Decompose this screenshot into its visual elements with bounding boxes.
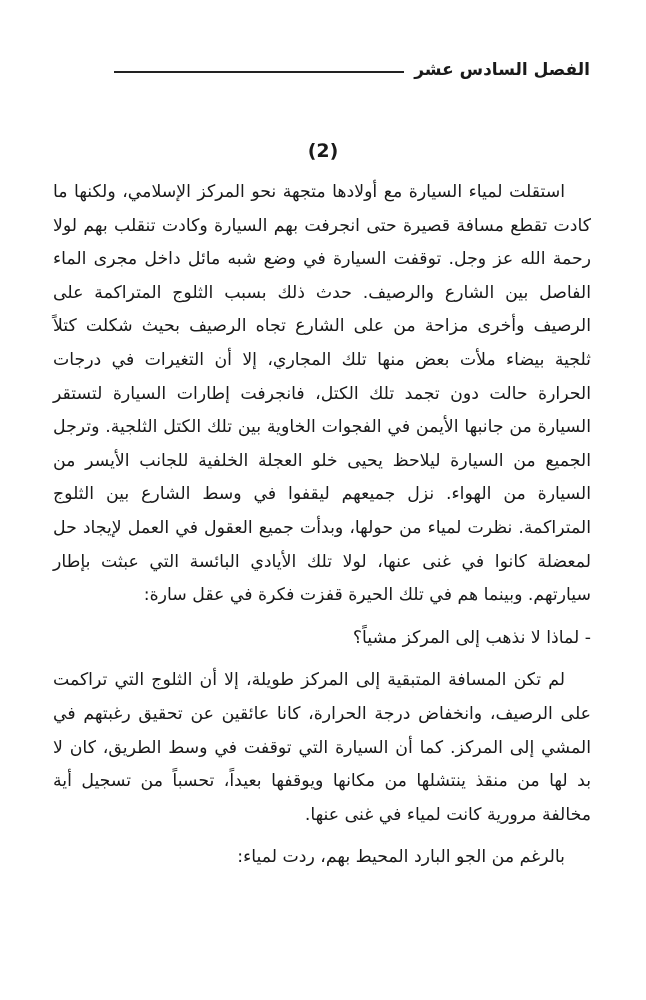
- chapter-title: الفصل السادس عشر: [414, 60, 590, 80]
- paragraph-3: بالرغم من الجو البارد المحيط بهم، ردت لمياء:: [237, 847, 565, 868]
- paragraph-1: استقلت لمياء السيارة مع أولادها متجهة نحو المركز الإسلامي، ولكنها ما كادت تقطع مسافة قصيرة حتى انجرفت بهم السيارة وكادت تنقلب بهم لولا رحمة الله عز وجل. توقفت السيارة في وضع شبه مائل داخل مجرى الماء الفاصل بين الشارع والرصيف. حدث ذلك بسبب الثلوج المتراكمة على الرصيف وأخرى مزاحة من على الشارع تجاه الرصيف بحيث شكلت كتلاً ثلجية بيضاء ملأت بعض منها تلك المجاري، إلا أن التغيرات في درجات الحرارة حالت دون تجمد تلك الكتل، فانجرفت إطارات السيارة لتستقر السيارة من جانبها الأيمن في الفجوات الخاوية بين تلك الكتل الثلجية. وترجل الجميع من السيارة ليلاحظ يحيى خلو العجلة الخلفية للجانب الأيسر من السيارة من الهواء. نزل جميعهم ليقفوا في وسط الشارع بين الثلوج المتراكمة. نظرت لمياء من حولها، وبدأت جميع العقول في العمل لإيجاد حل لمعضلة كانوا في غنى عنها، لولا تلك الأيادي البائسة التي عبثت بإطار سيارتهم. وبينما هم في تلك الحيرة قفزت فكرة في عقل سارة:: [53, 182, 591, 606]
- body-text: [53, 176, 591, 875]
- paragraph-2: لم تكن المسافة المتبقية إلى المركز طويلة، إلا أن الثلوج التي تراكمت على الرصيف، وانخفاض درجة الحرارة، كانا عائقين عن تحقيق رغبتهم في المشي إلى المركز. كما أن السيارة التي توقفت في وسط الطريق، كان لا بد لها من منقذ ينتشلها من مكانها ويوقفها بعيداً، تحسباً من تسجيل أية مخالفة مرورية كانت لمياء في غنى عنها.: [53, 670, 591, 825]
- header-rule: [114, 71, 404, 73]
- section-number: (2): [307, 140, 339, 162]
- dialogue-line: - لماذا لا نذهب إلى المركز مشياً؟: [352, 627, 591, 648]
- running-header: [114, 58, 590, 82]
